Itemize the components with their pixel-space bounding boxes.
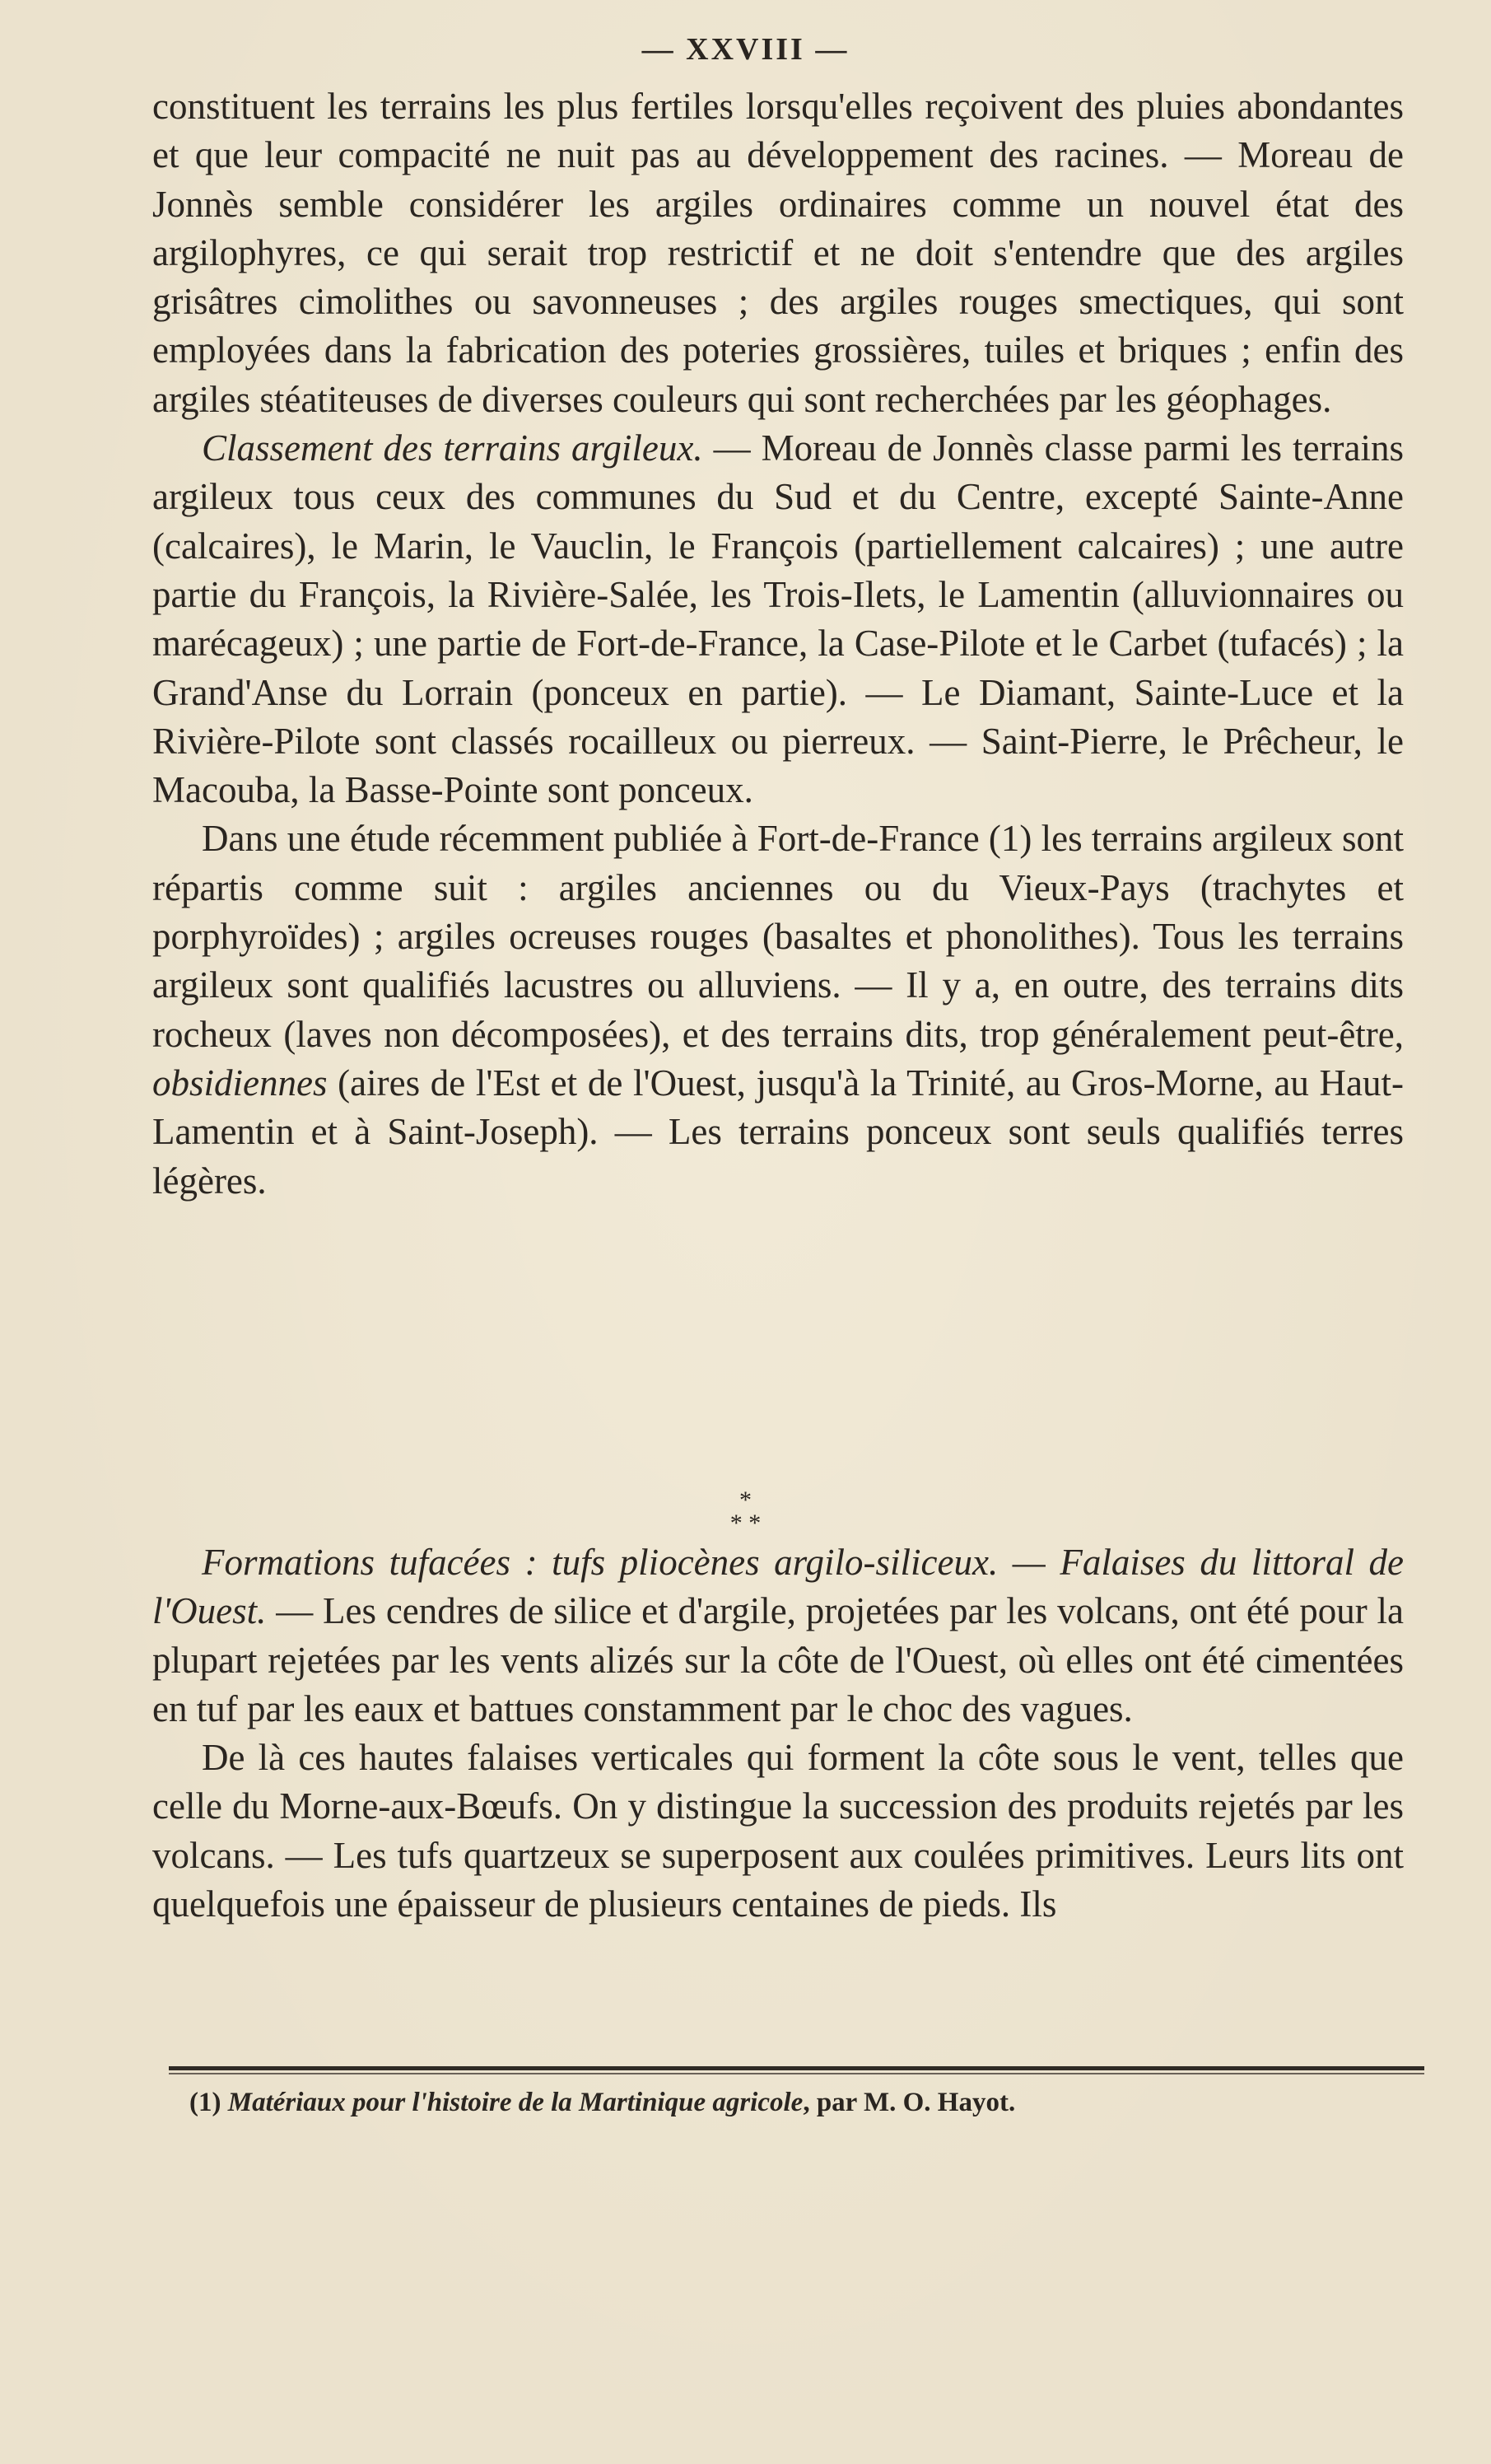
paragraph-4-text: — Les cendres de silice et d'argile, projetées par les volcans, ont été pour la plupart rejetées par les vents alizés sur la côte de l'Ouest, où elles ont été cimentées en tuf par les eaux et battues constamment par le choc des vagues. [152,1590,1404,1729]
section-separator-bottom-stars: * * [729,1510,762,1537]
paragraph-4-title: Formations tufacées : tufs pliocènes argilo-siliceux. — Falaises du littoral de l'Ouest. [152,1542,1404,1632]
paragraph-2 [152,424,1404,814]
page-number-header: — XXVIII — [641,32,850,67]
paragraph-5: De là ces hautes falaises verticales qui forment la côte sous le vent, telles que celle du Morne-aux-Bœufs. On y distingue la succession des produits rejetés par les volcans. — Les tufs quartzeux se superposent aux coulées primitives. Leurs lits ont quelquefois une épaisseur de plusieurs centaines de pieds. Ils [152,1737,1404,1925]
paragraph-4 [152,1538,1404,1734]
paragraph-3 [152,814,1404,1205]
section-separator-top-star: * [739,1486,752,1514]
footnote-marker: (1) [189,2088,228,2117]
paragraph-1: constituent les terrains les plus fertiles lorsqu'elles reçoivent des pluies abondantes et que leur compacité ne nuit pas au développement des racines. — Moreau de Jonnès semble considérer les argiles ordinaires comme un nouvel état des argilophyres, ce qui serait trop restrictif et ne doit s'entendre que des argiles grisâtres cimolithes ou savonneuses ; des argiles rouges smectiques, qui sont employées dans la fabrication des poteries grossières, tuiles et briques ; enfin des argiles stéatiteuses de diverses couleurs qui sont recherchées par les géophages. [152,86,1404,420]
paragraph-3-text-a: Dans une étude récemment publiée à Fort-de-France (1) les terrains argileux sont répartis comme suit : argiles anciennes ou du Vieux-Pays (trachytes et porphyroïdes) ; argiles ocreuses rouges (basaltes et phonolithes). Tous les terrains argileux sont qualifiés lacustres ou alluviens. — Il y a, en outre, des terrains dits rocheux (laves non décomposées), et des terrains dits, trop généralement peut-être, [152,818,1404,1055]
footnote-rule [169,2066,1424,2070]
paragraph-2-text: — Moreau de Jonnès classe parmi les terrains argileux tous ceux des communes du Sud et du Centre, excepté Sainte-Anne (calcaires), le Marin, le Vauclin, le François (partiellement calcaires) ; une autre partie du François, la Rivière-Salée, les Trois-Ilets, le Lamentin (alluvionnaires ou marécageux) ; une partie de Fort-de-France, la Case-Pilote et le Carbet (tufacés) ; la Grand'Anse du Lorrain (ponceux en partie). — Le Diamant, Sainte-Luce et la Rivière-Pilote sont classés rocailleux ou pierreux. — Saint-Pierre, le Prêcheur, le Macouba, la Basse-Pointe sont ponceux. [152,427,1404,811]
paragraph-3-italic: obsidiennes [152,1062,328,1104]
footnote-author: , par M. O. Hayot. [803,2088,1016,2117]
footnote-title: Matériaux pour l'histoire de la Martinique agricole [227,2088,804,2117]
main-text-block [152,82,1404,1206]
footnote-rule-thin [169,2073,1424,2074]
paragraph-2-title: Classement des terrains argileux. [202,427,703,469]
section-2-text-block [152,1538,1404,1929]
footnote [189,2088,1015,2118]
paragraph-3-text-b: (aires de l'Est et de l'Ouest, jusqu'à la Trinité, au Gros-Morne, au Haut-Lamentin et à Saint-Joseph). — Les terrains ponceux sont seuls qualifiés terres légères. [152,1062,1404,1202]
